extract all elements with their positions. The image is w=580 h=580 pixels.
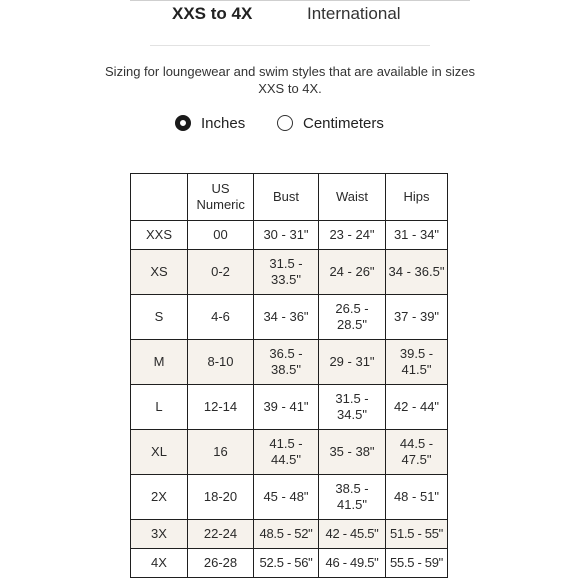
cell-waist: 23 - 24" xyxy=(319,221,386,250)
cell-waist-text: 38.5 - 41.5" xyxy=(335,481,369,512)
cell-waist: 35 - 38" xyxy=(319,430,386,475)
cell-size: XS xyxy=(131,250,188,295)
table-row xyxy=(131,340,448,385)
cell-size: 4X xyxy=(131,549,188,578)
cell-us: 4-6 xyxy=(188,295,254,340)
top-divider xyxy=(130,0,470,1)
cell-us: 18-20 xyxy=(188,475,254,520)
header-hips: Hips xyxy=(386,174,448,221)
cell-bust xyxy=(254,430,319,475)
cell-waist: 46 - 49.5" xyxy=(319,549,386,578)
unit-toggle xyxy=(0,111,580,135)
cell-bust: 34 - 36" xyxy=(254,295,319,340)
cell-bust: 52.5 - 56" xyxy=(254,549,319,578)
table-header-row xyxy=(131,174,448,221)
tab-xxs-to-4x[interactable]: XXS to 4X xyxy=(172,4,253,23)
cell-size: L xyxy=(131,385,188,430)
cell-bust: 45 - 48" xyxy=(254,475,319,520)
cell-waist-text: 31.5 - 34.5" xyxy=(335,391,369,422)
tab-international[interactable]: International xyxy=(307,4,401,23)
cell-bust: 30 - 31" xyxy=(254,221,319,250)
cell-waist xyxy=(319,475,386,520)
table-row xyxy=(131,295,448,340)
table-row xyxy=(131,549,448,578)
size-description: Sizing for loungewear and swim styles that are available in sizes XXS to 4X. xyxy=(105,64,475,96)
inches-option[interactable] xyxy=(175,111,245,135)
table-row xyxy=(131,221,448,250)
header-us-numeric-label: US Numeric xyxy=(196,181,245,212)
cell-waist-text: 26.5 - 28.5" xyxy=(335,301,369,332)
cell-bust xyxy=(254,250,319,295)
cell-us: 00 xyxy=(188,221,254,250)
cell-bust-text: 41.5 - 44.5" xyxy=(269,436,303,467)
table-row xyxy=(131,475,448,520)
cell-size: M xyxy=(131,340,188,385)
cell-hips: 51.5 - 55" xyxy=(386,520,448,549)
cell-us: 26-28 xyxy=(188,549,254,578)
cell-hips: 34 - 36.5" xyxy=(386,250,448,295)
inches-label: Inches xyxy=(201,114,246,132)
table-row xyxy=(131,385,448,430)
cell-size: XL xyxy=(131,430,188,475)
cell-bust: 39 - 41" xyxy=(254,385,319,430)
cell-waist xyxy=(319,385,386,430)
cell-hips xyxy=(386,430,448,475)
cell-size: 3X xyxy=(131,520,188,549)
cell-bust-text: 31.5 - 33.5" xyxy=(269,256,303,287)
cell-hips: 55.5 - 59" xyxy=(386,549,448,578)
table-row xyxy=(131,430,448,475)
cell-waist xyxy=(319,295,386,340)
cell-us: 22-24 xyxy=(188,520,254,549)
cell-us: 16 xyxy=(188,430,254,475)
table-row xyxy=(131,520,448,549)
cell-hips: 31 - 34" xyxy=(386,221,448,250)
cell-us: 8-10 xyxy=(188,340,254,385)
cell-waist: 24 - 26" xyxy=(319,250,386,295)
size-range-tabs xyxy=(0,3,580,27)
cell-bust xyxy=(254,340,319,385)
header-size xyxy=(131,174,188,221)
cell-size: S xyxy=(131,295,188,340)
cell-hips: 48 - 51" xyxy=(386,475,448,520)
cell-hips: 37 - 39" xyxy=(386,295,448,340)
cell-bust-text: 36.5 - 38.5" xyxy=(269,346,303,377)
cell-hips-text: 39.5 - 41.5" xyxy=(399,346,434,377)
centimeters-radio[interactable] xyxy=(277,115,293,131)
header-bust: Bust xyxy=(254,174,319,221)
header-us-numeric xyxy=(188,174,254,221)
centimeters-label: Centimeters xyxy=(303,114,384,132)
header-waist: Waist xyxy=(319,174,386,221)
cell-us: 12-14 xyxy=(188,385,254,430)
inches-radio[interactable] xyxy=(175,115,191,131)
cell-hips-text: 44.5 - 47.5" xyxy=(399,436,434,467)
table-row xyxy=(131,250,448,295)
tabs-divider xyxy=(150,45,430,46)
cell-bust: 48.5 - 52" xyxy=(254,520,319,549)
cell-waist: 42 - 45.5" xyxy=(319,520,386,549)
cell-hips xyxy=(386,340,448,385)
cell-size: 2X xyxy=(131,475,188,520)
size-chart-table xyxy=(130,173,448,578)
centimeters-option[interactable] xyxy=(277,111,384,135)
cell-waist: 29 - 31" xyxy=(319,340,386,385)
cell-us: 0-2 xyxy=(188,250,254,295)
cell-size: XXS xyxy=(131,221,188,250)
cell-hips: 42 - 44" xyxy=(386,385,448,430)
